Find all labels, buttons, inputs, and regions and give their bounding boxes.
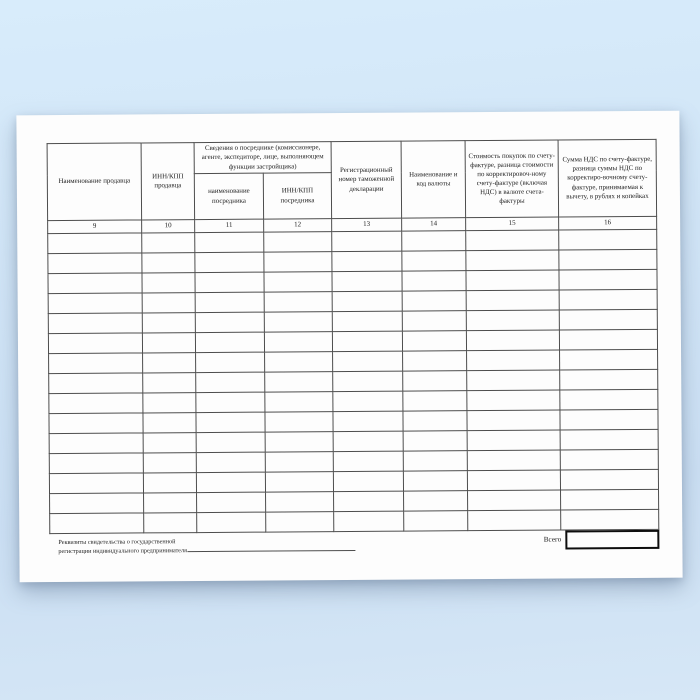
table-body [48,229,659,533]
empty-cell [49,413,143,434]
empty-cell [402,311,466,331]
empty-cell [333,351,403,371]
empty-cell [467,350,560,371]
empty-cell [466,310,559,331]
empty-cell [142,313,195,333]
empty-cell [333,371,403,391]
header-seller-name: Наименование продавца [47,143,142,221]
empty-cell [402,271,466,291]
empty-cell [144,493,197,513]
empty-cell [143,413,196,433]
empty-cell [264,332,332,352]
empty-cell [466,270,559,291]
header-seller-inn-kpp: ИНН/КПП продавца [141,143,195,220]
table-header [47,139,657,233]
empty-cell [143,393,196,413]
registration-note-line2: регистрации индивидуального предпринимателя [58,546,355,557]
empty-cell [467,470,560,491]
empty-cell [332,311,402,331]
empty-cell [48,253,142,274]
empty-cell [403,431,467,451]
empty-cell [265,472,333,492]
empty-cell [265,432,333,452]
empty-cell [332,251,402,271]
empty-cell [49,353,143,374]
empty-cell [142,273,195,293]
empty-cell [467,450,560,471]
empty-cell [559,329,657,350]
empty-cell [48,333,142,354]
registration-note-line1: Реквизиты свидетельства о государственной [58,538,176,547]
empty-cell [143,353,196,373]
empty-cell [333,391,403,411]
empty-cell [561,489,659,510]
empty-cell [559,269,657,290]
total-label: Всего [543,535,562,544]
column-number: 12 [264,219,332,232]
empty-cell [468,490,561,511]
empty-cell [143,373,196,393]
empty-cell [404,511,468,531]
empty-cell [332,231,402,251]
empty-cell [48,233,142,254]
empty-cell [468,510,561,531]
column-number: 13 [332,218,402,231]
empty-cell [467,430,560,451]
empty-cell [142,293,195,313]
header-currency: Наименование и код валюты [401,141,466,218]
empty-cell [48,313,142,334]
empty-cell [403,411,467,431]
empty-cell [265,352,333,372]
empty-cell [264,292,332,312]
empty-cell [264,312,332,332]
totals-row [544,528,660,551]
empty-cell [333,471,403,491]
empty-cell [197,492,266,512]
empty-cell [143,473,196,493]
empty-cell [403,451,467,471]
empty-cell [265,452,333,472]
header-intermediary-name: наименование посредника [194,173,263,219]
header-vat-amount: Сумма НДС по счету-фактуре, разница суммы НДС по корректиро-вочному счету-фактуре, принимаемая к вычету, в рублях и копейках [558,139,657,217]
empty-cell [559,289,657,310]
empty-cell [196,472,265,492]
empty-cell [403,351,467,371]
empty-cell [196,392,265,412]
empty-cell [334,491,404,511]
header-customs-declaration: Регистрационный номер таможенной декларации [331,141,402,218]
empty-cell [402,231,466,251]
empty-cell [403,471,467,491]
empty-cell [195,232,264,252]
empty-cell [466,230,559,251]
empty-cell [266,512,334,532]
column-number: 15 [466,217,559,231]
purchase-book-table [47,139,660,534]
empty-cell [195,312,264,332]
empty-cell [403,371,467,391]
column-number: 11 [195,219,264,232]
empty-cell [195,332,264,352]
empty-cell [466,290,559,311]
empty-cell [560,349,658,370]
empty-cell [264,232,332,252]
empty-cell [560,449,658,470]
header-intermediary-inn-kpp: ИНН/КПП посредника [263,173,331,219]
empty-cell [265,372,333,392]
column-number: 10 [142,220,195,233]
empty-cell [265,412,333,432]
signature-line [187,549,355,552]
empty-cell [50,493,144,514]
empty-cell [196,412,265,432]
empty-cell [142,233,195,253]
empty-cell [49,373,143,394]
empty-cell [467,410,560,431]
empty-cell [142,333,195,353]
empty-cell [333,411,403,431]
empty-cell [333,431,403,451]
empty-cell [467,370,560,391]
empty-cell [196,432,265,452]
empty-cell [195,252,264,272]
empty-cell [467,390,560,411]
total-amount-box [565,529,659,549]
empty-cell [49,453,143,474]
column-number: 16 [559,216,657,230]
empty-cell [561,509,659,530]
header-intermediary-group: Сведения о посреднике (комиссионере, агенте, экспедиторе, лице, выполняющем функции застройщика) [194,142,331,174]
empty-cell [402,331,466,351]
empty-cell [560,389,658,410]
empty-cell [142,253,195,273]
empty-cell [195,272,264,292]
empty-cell [49,393,143,414]
empty-cell [332,331,402,351]
empty-cell [560,429,658,450]
empty-cell [197,512,266,532]
empty-cell [50,513,144,534]
empty-cell [196,352,265,372]
empty-cell [404,491,468,511]
empty-cell [195,292,264,312]
empty-cell [143,433,196,453]
document-sheet [16,111,682,583]
empty-cell [560,469,658,490]
header-purchase-cost: Стоимость покупок по счету-фактуре, разница стоимости по корректировоч-ному счету-фактуре (включая НДС) в валюте счета-фактуры [465,140,559,218]
empty-cell [48,273,142,294]
empty-cell [333,451,403,471]
empty-cell [266,492,334,512]
empty-cell [560,369,658,390]
empty-cell [466,330,559,351]
empty-cell [466,250,559,271]
column-number: 9 [48,220,142,234]
empty-cell [48,293,142,314]
empty-cell [560,409,658,430]
empty-cell [402,251,466,271]
empty-cell [264,252,332,272]
empty-cell [559,249,657,270]
column-number: 14 [402,218,466,231]
empty-cell [332,291,402,311]
empty-cell [196,372,265,392]
empty-cell [196,452,265,472]
empty-cell [49,473,143,494]
empty-cell [559,229,657,250]
registration-note [58,537,355,557]
empty-cell [332,271,402,291]
empty-cell [144,513,197,533]
empty-cell [49,433,143,454]
empty-cell [265,392,333,412]
empty-cell [143,453,196,473]
empty-cell [264,272,332,292]
empty-cell [402,291,466,311]
empty-cell [403,391,467,411]
empty-cell [559,309,657,330]
empty-cell [334,511,404,531]
